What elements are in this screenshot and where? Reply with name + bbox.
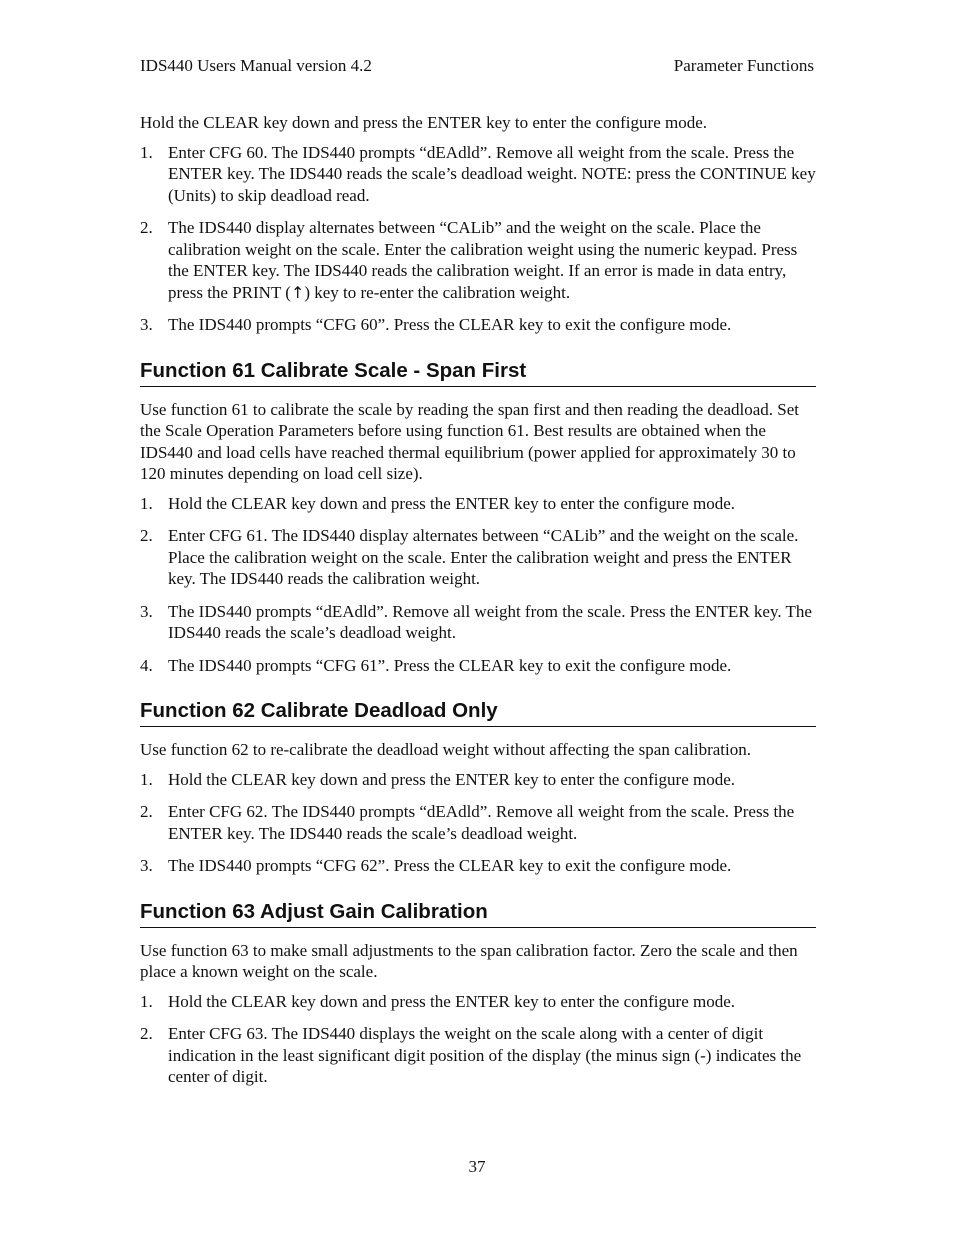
list-item [140, 1023, 816, 1088]
intro-paragraph: Hold the CLEAR key down and press the ENTER key to enter the configure mode. [140, 113, 708, 132]
list-text: The IDS440 prompts “CFG 60”. Press the CLEAR key to exit the configure mode. [168, 315, 732, 334]
list-item [140, 655, 816, 677]
list-item [140, 314, 816, 336]
list-number: 3. [140, 601, 153, 621]
section-heading: Function 62 Calibrate Deadload Only [140, 699, 816, 727]
section-description: Use function 61 to calibrate the scale by reading the span first and then reading the deadload. Set the Scale Operation Parameters before using function 61. Best results are obtained when the IDS440 and load cells have reached thermal equilibrium (power applied for approximately 30 to 120 minutes depending on load cell size). [140, 399, 799, 483]
list-number: 1. [140, 769, 153, 789]
list-text: The IDS440 prompts “CFG 61”. Press the CLEAR key to exit the configure mode. [168, 655, 732, 675]
list-number: 2. [140, 526, 153, 545]
function-62-steps [140, 769, 816, 877]
section-heading: Function 61 Calibrate Scale - Span First [140, 359, 816, 387]
list-item [140, 142, 816, 207]
list-text: Hold the CLEAR key down and press the ENTER key to enter the configure mode. [168, 493, 736, 513]
list-text: Hold the CLEAR key down and press the ENTER key to enter the configure mode. [168, 991, 736, 1011]
list-item [140, 855, 816, 877]
list-item [140, 801, 816, 844]
list-item [140, 493, 816, 515]
list-text: Enter CFG 63. The IDS440 displays the weight on the scale along with a center of digit indication in the least significant digit position of the display (the minus sign (-) indicates the center of digit. [168, 1024, 802, 1086]
section-function-61 [140, 359, 816, 677]
list-number: 1. [140, 142, 153, 162]
header-section-title: Parameter Functions [673, 56, 814, 75]
list-number: 2. [140, 1024, 153, 1043]
list-number: 3. [140, 315, 153, 334]
function-63-steps [140, 991, 816, 1088]
function-60-steps [140, 142, 816, 336]
list-text: Enter CFG 60. The IDS440 prompts “dEAdld”. Remove all weight from the scale. Press the ENTER key. The IDS440 reads the scale’s deadload weight. NOTE: press the CONTINUE key (Units) to skip deadload read. [168, 142, 816, 205]
section-heading: Function 63 Adjust Gain Calibration [140, 900, 816, 928]
section-description: Use function 63 to make small adjustments to the span calibration factor. Zero the scale and then place a known weight on the scale. [140, 940, 798, 981]
page-content [140, 112, 816, 1099]
header-manual-title: IDS440 Users Manual version 4.2 [140, 56, 372, 75]
section-description: Use function 62 to re-calibrate the deadload weight without affecting the span calibration. [140, 740, 752, 759]
list-number: 1. [140, 493, 153, 513]
list-text: Hold the CLEAR key down and press the ENTER key to enter the configure mode. [168, 769, 736, 789]
list-text: Enter CFG 62. The IDS440 prompts “dEAdld”. Remove all weight from the scale. Press the ENTER key. The IDS440 reads the scale’s deadload weight. [168, 802, 795, 843]
list-text: The IDS440 prompts “dEAdld”. Remove all weight from the scale. Press the ENTER key. The IDS440 reads the scale’s deadload weight. [168, 601, 812, 642]
page-header [140, 56, 814, 78]
list-item [140, 769, 816, 791]
list-number: 4. [140, 655, 153, 675]
section-function-62 [140, 699, 816, 877]
list-text: The IDS440 prompts “CFG 62”. Press the CLEAR key to exit the configure mode. [168, 856, 732, 875]
list-text: The IDS440 display alternates between “CALib” and the weight on the scale. Place the calibration weight on the scale. Enter the calibration weight using the numeric keypad. Press the ENTER key. The IDS440 reads the calibration weight. If an error is made in data entry, press the PRINT ( [168, 218, 798, 302]
list-number: 2. [140, 218, 153, 237]
up-arrow-icon: ↑ [290, 282, 305, 302]
list-text: Enter CFG 61. The IDS440 display alternates between “CALib” and the weight on the scale. Place the calibration weight on the scale. Enter the calibration weight and press the ENTER key. The IDS440 reads the calibration weight. [168, 526, 799, 588]
list-item [140, 217, 816, 303]
list-text-continued: ) key to re-enter the calibration weight. [304, 282, 571, 302]
list-number: 2. [140, 802, 153, 821]
list-item [140, 991, 816, 1013]
section-function-63 [140, 900, 816, 1088]
list-number: 1. [140, 991, 153, 1011]
page-number: 37 [468, 1157, 486, 1176]
function-61-steps [140, 493, 816, 677]
list-item [140, 525, 816, 590]
list-item [140, 601, 816, 644]
list-number: 3. [140, 856, 153, 875]
